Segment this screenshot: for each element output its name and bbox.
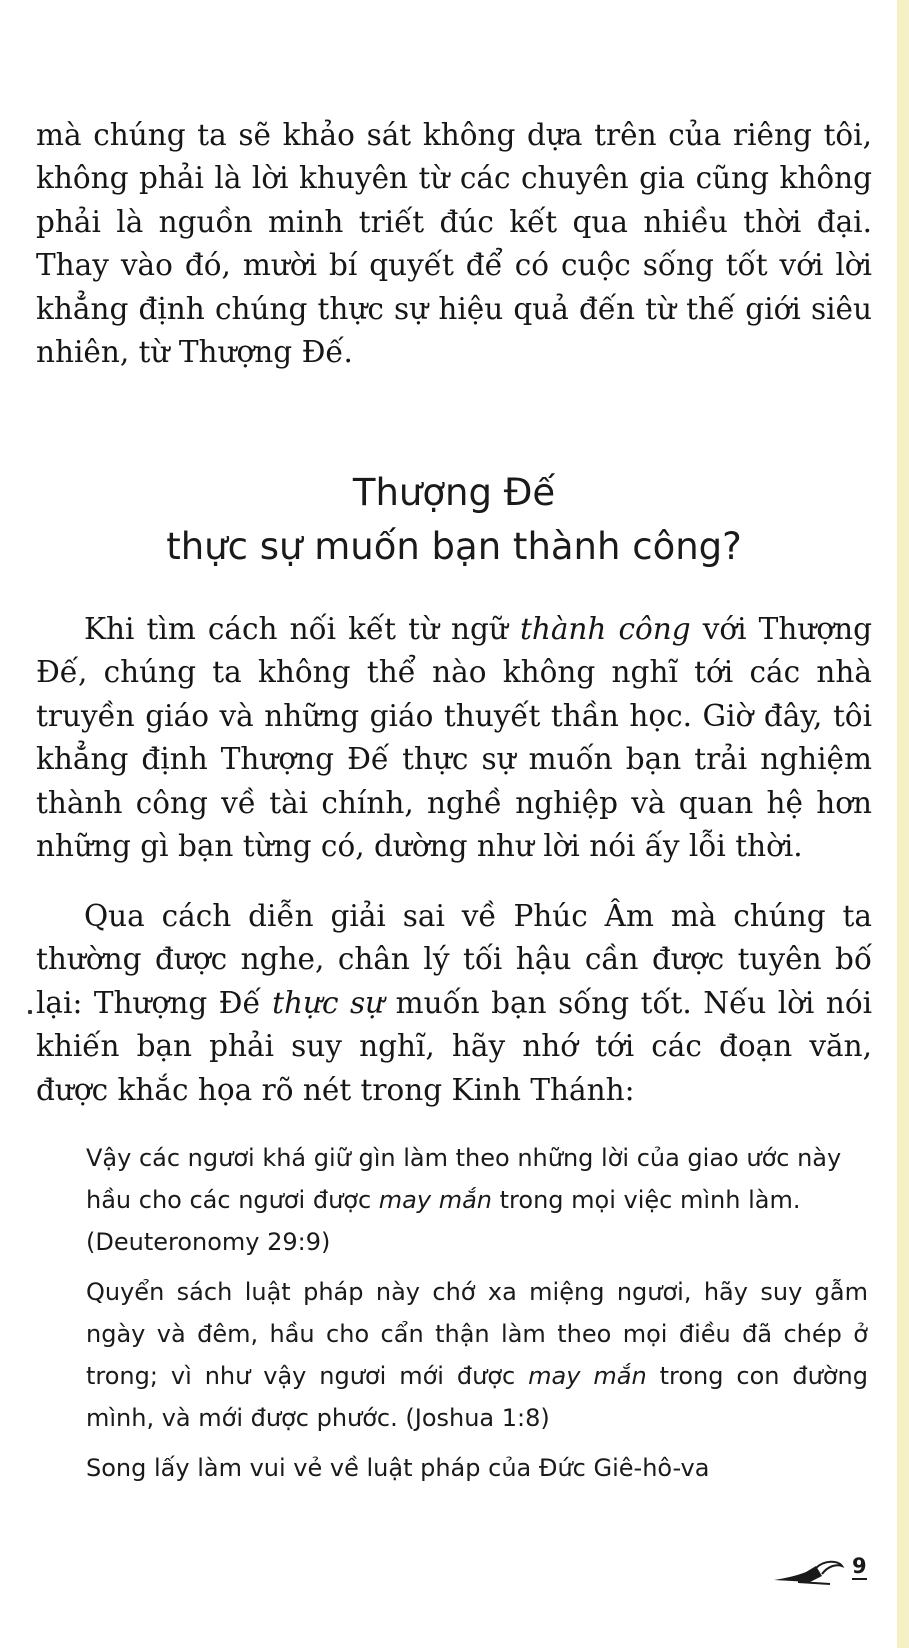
body-paragraph-2 <box>36 608 872 868</box>
scripture-quote-3: Song lấy làm vui vẻ về luật pháp của Đức Giê-hô-va <box>86 1454 710 1482</box>
page-number: 9 <box>852 1554 867 1578</box>
body-paragraph-1: mà chúng ta sẽ khảo sát không dựa trên của riêng tôi, không phải là lời khuyên từ các chuyên gia cũng không phải là nguồn minh triết đúc kết qua nhiều thời đại. Thay vào đó, mười bí quyết để có cuộc sống tốt với lời khẳng định chúng thực sự hiệu quả đến từ thế giới siêu nhiên, từ Thượng Đế. <box>36 118 872 370</box>
scripture-quote-2 <box>86 1271 868 1439</box>
paragraph-3-text-a: Qua cách diễn giải sai về Phúc Âm mà chúng ta thường được nghe, chân lý tối hậu cần được tuyên bố lại: Thượng Đế <box>36 899 872 1020</box>
quote-1-text-b: trong mọi việc mình làm. (Deuteronomy 29:9) <box>86 1186 801 1256</box>
paragraph-3-italic: thực sự <box>272 985 385 1020</box>
scripture-quote-1 <box>86 1137 868 1263</box>
quote-2-text-b: trong con đường mình, và mới được phước. (Joshua 1:8) <box>86 1362 869 1432</box>
paragraph-2-text-a: Khi tìm cách nối kết từ ngữ <box>84 612 520 646</box>
margin-mark <box>28 1010 32 1014</box>
paragraph-2-italic: thành công <box>519 612 691 646</box>
paragraph-3-text-b: muốn bạn sống tốt. Nếu lời nói khiến bạn phải suy nghĩ, hãy nhớ tới các đoạn văn, được khắc họa rõ nét trong Kinh Thánh: <box>36 985 873 1107</box>
section-heading-line-2: thực sự muốn bạn thành công? <box>166 525 742 568</box>
section-heading-line-1: Thượng Đế <box>352 471 556 514</box>
page-edge <box>897 0 909 1648</box>
folio-ornament-icon <box>772 1558 862 1588</box>
body-paragraph-3 <box>36 895 872 1112</box>
quote-2-text-a: Quyển sách luật pháp này chớ xa miệng ngươi, hãy suy gẫm ngày và đêm, hầu cho cẩn thận làm theo mọi điều đã chép ở trong; vì như vậy ngươi mới được <box>86 1278 868 1390</box>
paragraph-2-text-b: với Thượng Đế, chúng ta không thể nào không nghĩ tới các nhà truyền giáo và những giáo thuyết thần học. Giờ đây, tôi khẳng định Thượng Đế thực sự muốn bạn trải nghiệm thành công về tài chính, nghề nghiệp và quan hệ hơn những gì bạn từng có, dường như lời nói ấy lỗi thời. <box>36 612 872 864</box>
quote-1-italic: may mắn <box>378 1186 493 1214</box>
quote-2-italic: may mắn <box>528 1362 647 1390</box>
quote-1-text-a: Vậy các ngươi khá giữ gìn làm theo những lời của giao ước này hầu cho các ngươi được <box>86 1144 842 1214</box>
